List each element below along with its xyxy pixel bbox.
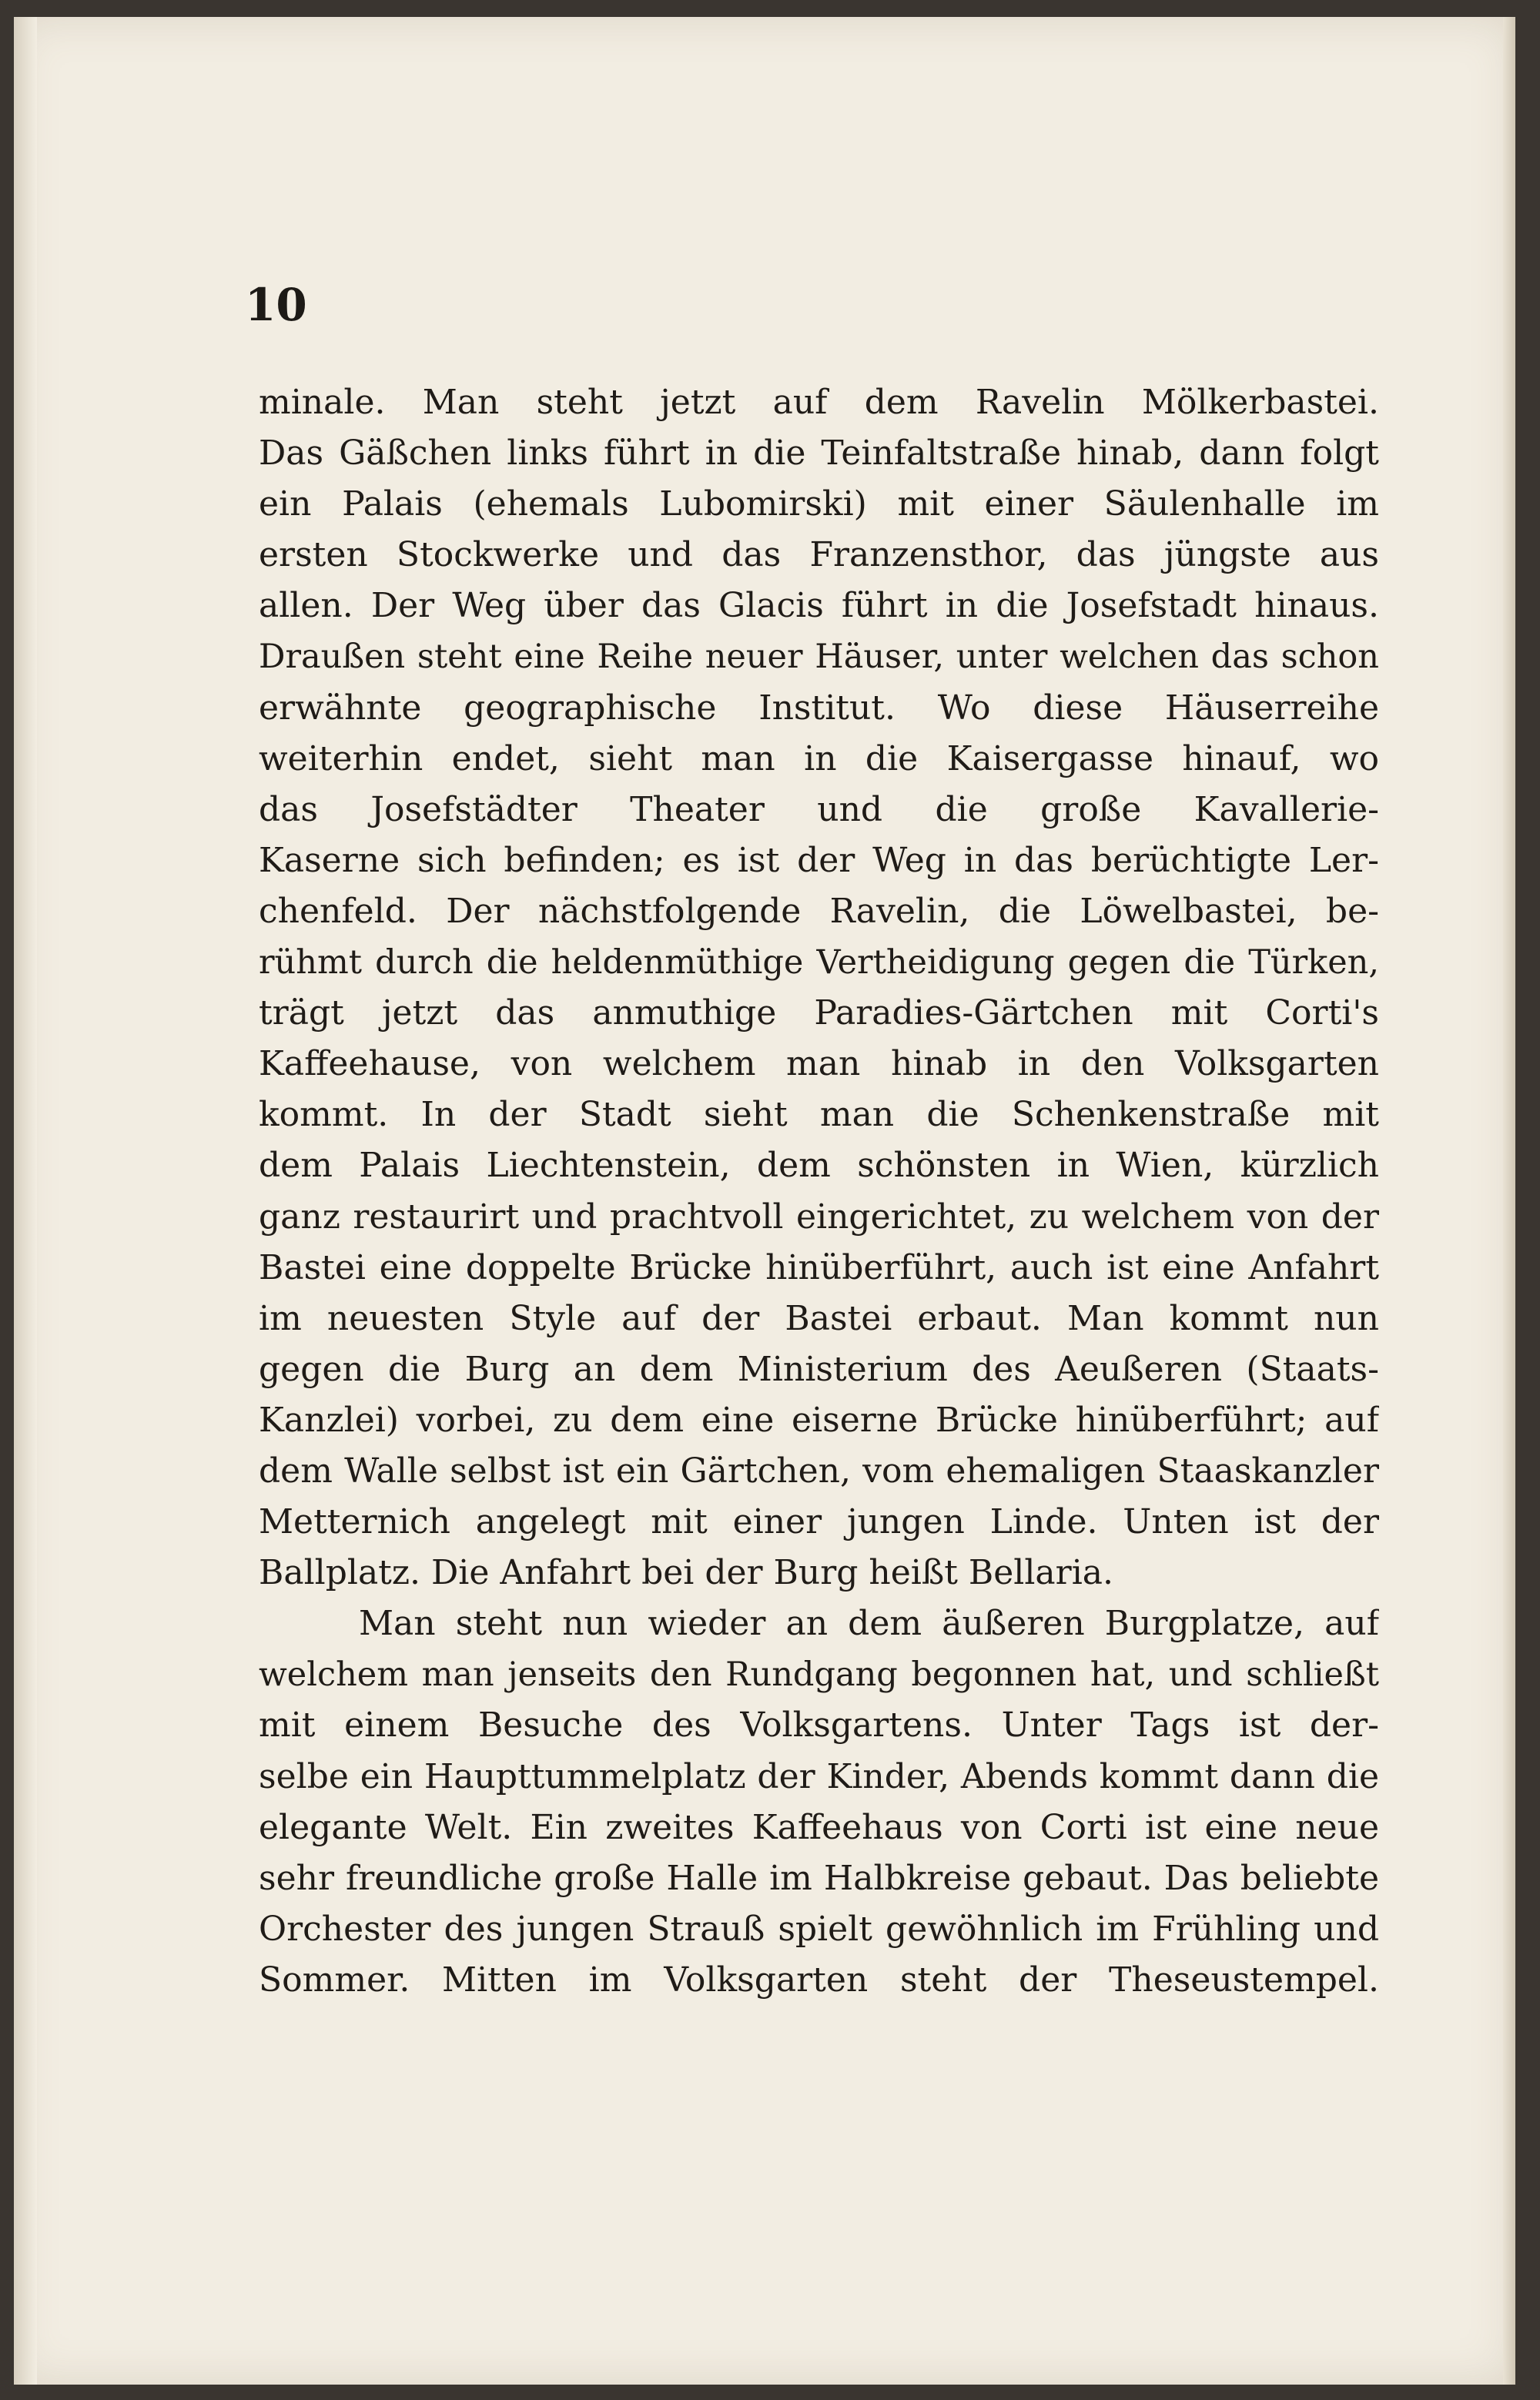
page-edge bbox=[1503, 17, 1515, 2385]
text-line: Sommer. Mitten im Volksgarten steht der Theseustempel. bbox=[259, 1960, 1379, 2000]
page-spine-shadow bbox=[14, 17, 37, 2385]
text-line: Man steht nun wieder an dem äußeren Burgplatze, auf bbox=[359, 1604, 1379, 1644]
text-line: Kaffeehause, von welchem man hinab in den Volksgarten bbox=[259, 1044, 1379, 1084]
text-line: im neuesten Style auf der Bastei erbaut. Man kommt nun bbox=[259, 1298, 1379, 1338]
text-line: trägt jetzt das anmuthige Paradies-Gärtchen mit Corti's bbox=[259, 993, 1379, 1033]
text-line: ein Palais (ehemals Lubomirski) mit einer Säulenhalle im bbox=[259, 484, 1379, 524]
text-line: mit einem Besuche des Volksgartens. Unter Tags ist der- bbox=[259, 1705, 1379, 1746]
text-line: sehr freundliche große Halle im Halbkreise gebaut. Das beliebte bbox=[259, 1858, 1379, 1898]
text-line: weiterhin endet, sieht man in die Kaisergasse hinauf, wo bbox=[259, 738, 1379, 778]
text-line: ersten Stockwerke und das Franzensthor, das jüngste aus bbox=[259, 535, 1379, 575]
text-line: Kaserne sich befinden; es ist der Weg in das berüchtigte Ler- bbox=[259, 840, 1379, 880]
text-line: erwähnte geographische Institut. Wo diese Häuserreihe bbox=[259, 688, 1379, 728]
text-line: Kanzlei) vorbei, zu dem eine eiserne Brücke hinüberführt; auf bbox=[259, 1400, 1379, 1440]
text-line: selbe ein Haupttummelplatz der Kinder, Abends kommt dann die bbox=[259, 1756, 1379, 1796]
text-line: minale. Man steht jetzt auf dem Ravelin Mölkerbastei. bbox=[259, 383, 1379, 422]
text-line: Das Gäßchen links führt in die Teinfaltstraße hinab, dann folgt bbox=[259, 433, 1379, 474]
page-number: 10 bbox=[245, 279, 307, 331]
text-line: Orchester des jungen Strauß spielt gewöhnlich im Frühling und bbox=[259, 1909, 1379, 1949]
text-line: dem Palais Liechtenstein, dem schönsten in Wien, kürzlich bbox=[259, 1146, 1379, 1186]
book-page bbox=[14, 17, 1515, 2385]
text-line: Bastei eine doppelte Brücke hinüberführt, auch ist eine Anfahrt bbox=[259, 1247, 1379, 1287]
body-text bbox=[259, 377, 1379, 2006]
text-line: kommt. In der Stadt sieht man die Schenkenstraße mit bbox=[259, 1095, 1379, 1135]
text-line: dem Walle selbst ist ein Gärtchen, vom ehemaligen Staaskanzler bbox=[259, 1451, 1379, 1491]
text-line: elegante Welt. Ein zweites Kaffeehaus von Corti ist eine neue bbox=[259, 1807, 1379, 1847]
text-line: Metternich angelegt mit einer jungen Linde. Unten ist der bbox=[259, 1502, 1379, 1542]
text-line: welchem man jenseits den Rundgang begonnen hat, und schließt bbox=[259, 1655, 1379, 1695]
text-line: rühmt durch die heldenmüthige Vertheidigung gegen die Türken, bbox=[259, 943, 1379, 982]
text-line: chenfeld. Der nächstfolgende Ravelin, die Löwelbastei, be- bbox=[259, 891, 1379, 931]
text-line: Draußen steht eine Reihe neuer Häuser, unter welchen das schon bbox=[259, 638, 1379, 677]
text-line: das Josefstädter Theater und die große Kavallerie- bbox=[259, 789, 1379, 829]
text-line: ganz restaurirt und prachtvoll eingerichtet, zu welchem von der bbox=[259, 1197, 1379, 1237]
text-line: Ballplatz. Die Anfahrt bei der Burg heißt Bellaria. bbox=[259, 1553, 1113, 1593]
text-line: gegen die Burg an dem Ministerium des Aeußeren (Staats- bbox=[259, 1349, 1379, 1389]
text-line: allen. Der Weg über das Glacis führt in die Josefstadt hinaus. bbox=[259, 586, 1379, 626]
